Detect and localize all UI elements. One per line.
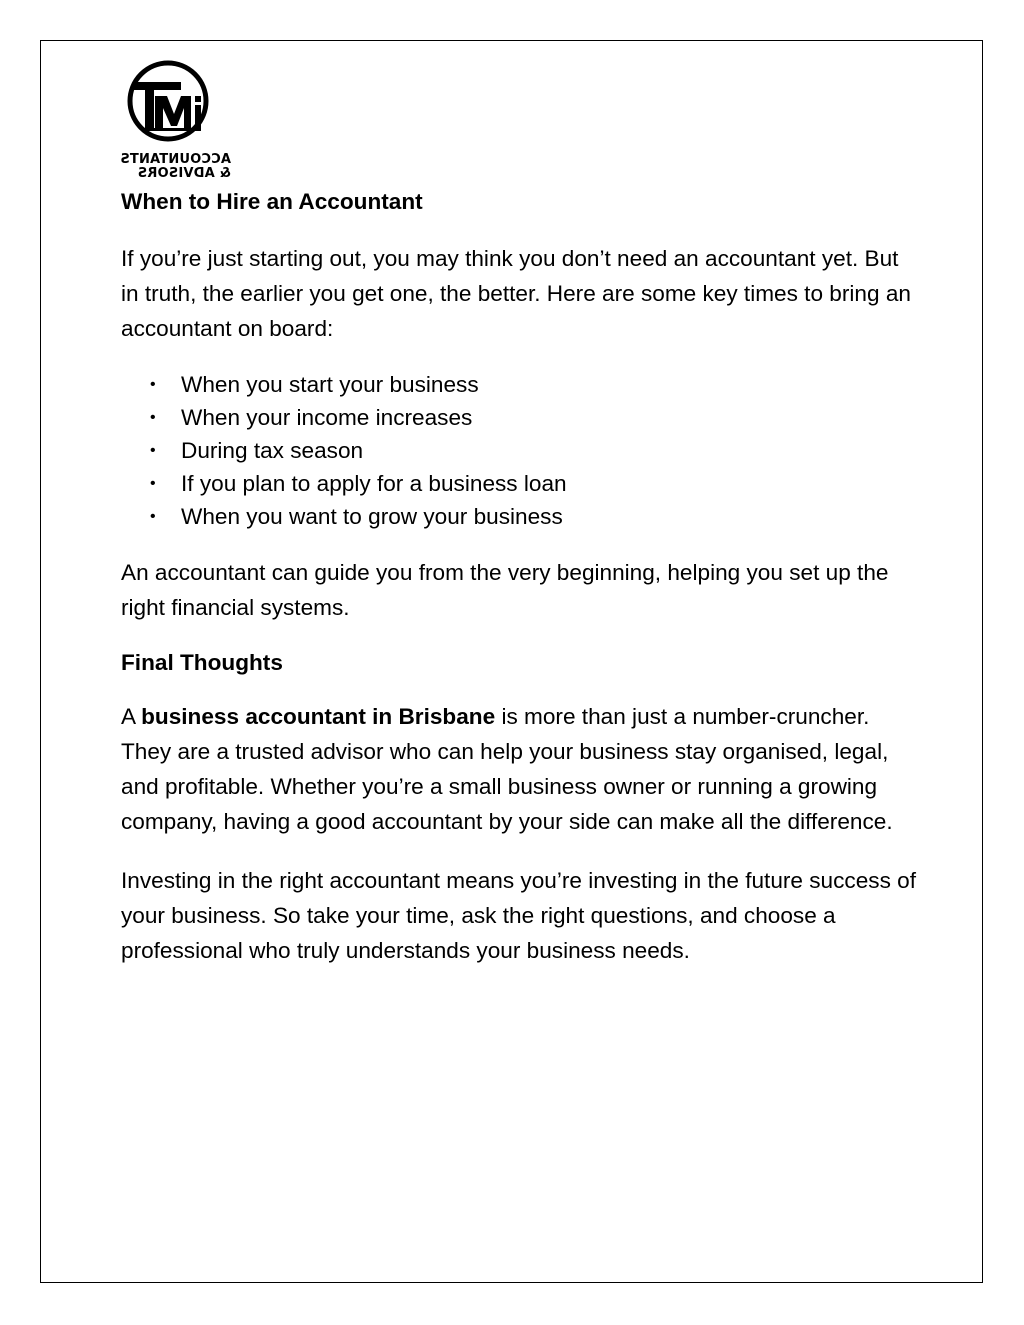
company-logo — [119, 58, 231, 193]
document-page — [40, 40, 983, 1283]
list-item-text: When you want to grow your business — [181, 504, 563, 529]
bullet-icon: • — [150, 376, 156, 393]
logo-line-accountants: ACCOUNTANTS — [120, 152, 231, 167]
section-heading-final-thoughts: Final Thoughts — [121, 650, 283, 675]
list-item — [121, 434, 921, 467]
intro-paragraph: If you’re just starting out, you may think you don’t need an accountant yet. But in truth, the earlier you get one, the better. Here are some key times to bring an accountant on board: — [121, 246, 911, 341]
final-p1-rest: is more than just a number-cruncher. They are a trusted advisor who can help your business stay organised, legal, and profitable. Whether you’re a small business owner or running a growing company, having a good accountant by your side can make all the difference. — [121, 704, 893, 834]
bullet-icon: • — [150, 409, 156, 426]
section-heading-when-to-hire: When to Hire an Accountant — [121, 189, 423, 214]
logo-line-advisors: & ADVISORS — [137, 166, 231, 181]
final-paragraph-2: Investing in the right accountant means you’re investing in the future success of your business. So take your time, ask the right questions, and choose a professional who truly understands your business needs. — [121, 868, 916, 963]
logo-wordmark — [119, 153, 231, 181]
list-item-text: When your income increases — [181, 405, 473, 430]
bullet-icon: • — [150, 442, 156, 459]
list-item-text: During tax season — [181, 438, 364, 463]
list-item — [121, 368, 921, 401]
bullet-icon: • — [150, 475, 156, 492]
key-times-list — [121, 368, 921, 533]
document-body — [121, 187, 921, 968]
closing-paragraph: An accountant can guide you from the very beginning, helping you set up the right financial systems. — [121, 560, 889, 620]
list-item — [121, 467, 921, 500]
logo-mark-icon — [119, 58, 231, 150]
final-paragraph-1 — [121, 699, 921, 839]
list-item — [121, 401, 921, 434]
list-item-text: If you plan to apply for a business loan — [181, 471, 567, 496]
final-p1-prefix: A — [121, 704, 142, 729]
keyword-business-accountant: business accountant in Brisbane — [141, 704, 496, 729]
list-item-text: When you start your business — [181, 372, 479, 397]
bullet-icon: • — [150, 508, 156, 525]
list-item — [121, 500, 921, 533]
